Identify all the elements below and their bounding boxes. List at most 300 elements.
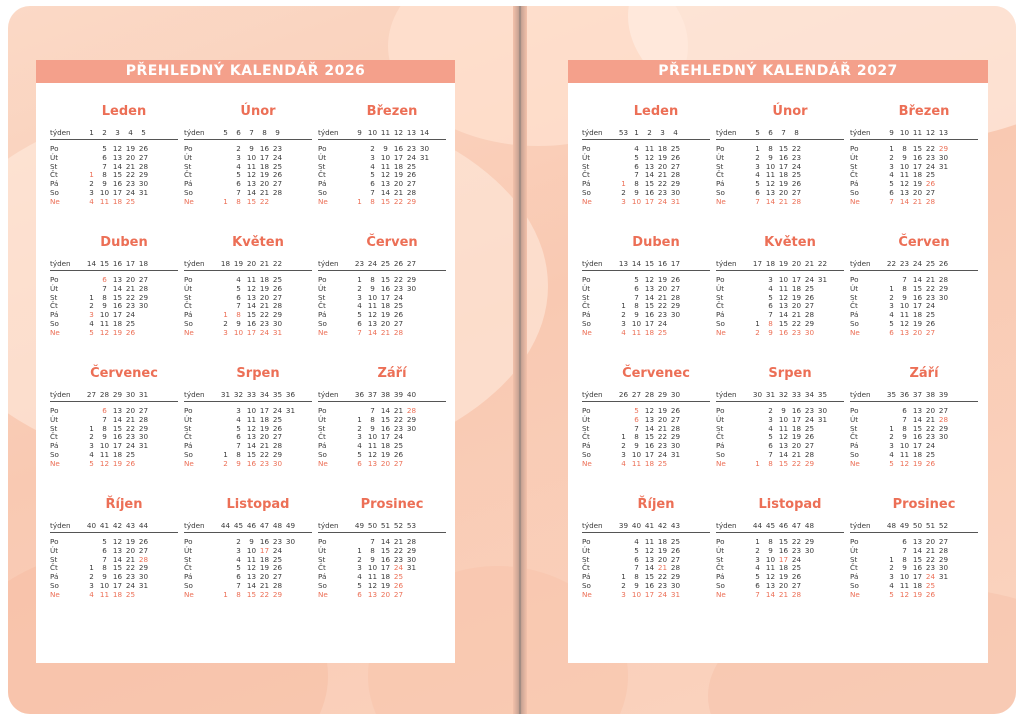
- weekday-label: St: [582, 554, 590, 564]
- week-number: 21: [804, 259, 815, 268]
- day-cell: 4: [357, 572, 362, 582]
- day-cell: 8: [634, 432, 639, 442]
- week-label: týden: [318, 259, 339, 268]
- day-cell: 16: [644, 187, 655, 197]
- day-cell: 2: [889, 152, 894, 162]
- weekday-label: Po: [184, 275, 193, 284]
- day-cell: 31: [419, 152, 430, 162]
- weekday-row: [50, 591, 178, 600]
- day-cell: 21: [259, 441, 270, 451]
- month-name: Červen: [366, 235, 418, 250]
- day-cell: 21: [657, 170, 668, 180]
- week-label: týden: [850, 259, 871, 268]
- week-label: týden: [184, 128, 205, 137]
- day-cell: 31: [670, 449, 681, 459]
- day-cell: 17: [791, 414, 802, 424]
- week-label: týden: [184, 521, 205, 530]
- day-cell: 15: [246, 589, 257, 599]
- day-cell: [669, 329, 682, 338]
- day-cell: 29: [938, 554, 949, 564]
- week-number: 23: [899, 259, 910, 268]
- day-cell: 21: [657, 292, 668, 302]
- week-number: 48: [272, 521, 283, 530]
- day-cell: 10: [380, 152, 391, 162]
- week-number: 6: [768, 128, 773, 137]
- weekday-label: Čt: [50, 170, 58, 180]
- day-grid: [716, 407, 844, 469]
- day-cell: [85, 538, 98, 547]
- day-cell: 19: [912, 318, 923, 328]
- day-cell: 4: [634, 537, 639, 546]
- day-cell: 30: [406, 283, 417, 293]
- day-cell: 1: [357, 545, 362, 555]
- week-number-row: [582, 258, 710, 271]
- day-cell: 22: [925, 283, 936, 293]
- month-block: [716, 234, 844, 338]
- weekday-label: Po: [850, 275, 859, 284]
- day-cell: 2: [889, 563, 894, 573]
- day-cell: 1: [621, 432, 626, 442]
- week-number: 49: [899, 521, 910, 530]
- day-cell: 30: [419, 144, 430, 153]
- day-cell: 16: [644, 441, 655, 451]
- week-number: 33: [791, 390, 802, 399]
- day-cell: 3: [223, 327, 228, 337]
- day-cell: 30: [804, 545, 815, 555]
- day-cell: 29: [406, 196, 417, 206]
- day-cell: 22: [259, 310, 270, 320]
- day-cell: 12: [765, 179, 776, 189]
- day-cell: 25: [670, 144, 681, 153]
- day-cell: 22: [393, 414, 404, 424]
- weekday-label: Po: [318, 537, 327, 546]
- weekday-label: Ne: [582, 589, 592, 599]
- day-cell: 18: [912, 580, 923, 590]
- day-grid: [850, 407, 978, 469]
- day-cell: 29: [938, 283, 949, 293]
- day-cell: 14: [112, 283, 123, 293]
- week-number: 26: [618, 390, 629, 399]
- day-grid: [582, 276, 710, 338]
- day-cell: 19: [657, 406, 668, 415]
- day-cell: 7: [102, 283, 107, 293]
- day-cell: 13: [367, 458, 378, 468]
- day-cell: 10: [899, 161, 910, 171]
- day-cell: 26: [670, 406, 681, 415]
- week-number: 1: [89, 128, 94, 137]
- weekday-label: Ne: [850, 589, 860, 599]
- day-cell: 5: [236, 283, 241, 293]
- weekday-label: Ne: [318, 327, 328, 337]
- month-block: [716, 103, 844, 207]
- day-cell: 20: [125, 545, 136, 555]
- weekday-row: [318, 329, 446, 338]
- day-cell: 11: [899, 449, 910, 459]
- day-cell: 3: [370, 152, 375, 162]
- month-name: Leden: [633, 104, 679, 119]
- day-cell: 2: [621, 187, 626, 197]
- day-cell: 12: [99, 327, 110, 337]
- day-cell: 5: [236, 423, 241, 433]
- day-cell: 30: [138, 301, 149, 311]
- day-cell: 28: [804, 449, 815, 459]
- week-number-row: [184, 258, 312, 271]
- day-cell: 25: [393, 441, 404, 451]
- day-cell: [617, 416, 630, 425]
- week-number: 16: [112, 259, 123, 268]
- day-cell: 3: [236, 406, 241, 415]
- day-cell: 17: [259, 152, 270, 162]
- day-cell: 19: [657, 152, 668, 162]
- weekday-label: St: [50, 423, 58, 433]
- weekday-row: [850, 329, 978, 338]
- weekday-label: So: [582, 318, 591, 328]
- weekday-label: So: [318, 187, 327, 197]
- day-cell: 17: [644, 589, 655, 599]
- day-cell: 14: [778, 449, 789, 459]
- week-number: 4: [673, 128, 678, 137]
- day-cell: 28: [938, 545, 949, 555]
- weekday-label: Po: [50, 144, 59, 153]
- day-cell: 7: [102, 414, 107, 424]
- week-number: 34: [804, 390, 815, 399]
- weekday-label: Pá: [582, 441, 591, 451]
- day-cell: 25: [657, 458, 668, 468]
- day-cell: 1: [755, 458, 760, 468]
- day-cell: 25: [925, 580, 936, 590]
- day-cell: 16: [791, 406, 802, 415]
- day-cell: 23: [791, 327, 802, 337]
- day-cell: 11: [778, 423, 789, 433]
- day-cell: 26: [393, 310, 404, 320]
- day-cell: 4: [889, 449, 894, 459]
- day-cell: 27: [393, 458, 404, 468]
- week-number: 18: [138, 259, 149, 268]
- day-cell: 9: [249, 144, 254, 153]
- day-cell: 7: [236, 301, 241, 311]
- day-cell: 11: [246, 414, 257, 424]
- day-cell: 21: [393, 187, 404, 197]
- weekday-label: St: [184, 292, 192, 302]
- week-number: 22: [272, 259, 283, 268]
- day-cell: 4: [889, 580, 894, 590]
- day-cell: 10: [99, 441, 110, 451]
- day-cell: 22: [393, 275, 404, 284]
- day-cell: 7: [634, 423, 639, 433]
- day-cell: 4: [236, 161, 241, 171]
- week-number-row: [50, 127, 178, 140]
- weekday-label: Pá: [850, 572, 859, 582]
- day-cell: 21: [778, 589, 789, 599]
- day-cell: 26: [272, 283, 283, 293]
- day-cell: 5: [89, 458, 94, 468]
- day-cell: 14: [380, 537, 391, 546]
- day-cell: 10: [99, 580, 110, 590]
- day-cell: 1: [621, 179, 626, 189]
- day-cell: [137, 460, 150, 469]
- weekday-label: Ne: [582, 458, 592, 468]
- day-cell: 24: [925, 161, 936, 171]
- day-cell: 15: [912, 423, 923, 433]
- day-cell: [137, 320, 150, 329]
- weekday-label: St: [582, 161, 590, 171]
- day-cell: 29: [938, 144, 949, 153]
- week-number: 45: [765, 521, 776, 530]
- day-cell: 3: [89, 310, 94, 320]
- week-number: 14: [86, 259, 97, 268]
- week-number-row: [318, 520, 446, 533]
- weekday-label: Po: [50, 537, 59, 546]
- weekday-label: So: [318, 318, 327, 328]
- day-cell: [405, 582, 418, 591]
- day-cell: 11: [99, 196, 110, 206]
- week-label: týden: [716, 128, 737, 137]
- day-cell: 9: [102, 179, 107, 189]
- day-cell: 31: [938, 572, 949, 582]
- day-cell: 6: [768, 301, 773, 311]
- day-cell: 1: [89, 423, 94, 433]
- day-cell: 16: [112, 301, 123, 311]
- day-cell: [85, 145, 98, 154]
- day-cell: 29: [670, 179, 681, 189]
- day-cell: 11: [765, 170, 776, 180]
- day-cell: 29: [670, 572, 681, 582]
- weekday-label: Čt: [850, 301, 858, 311]
- weekday-label: Ne: [318, 196, 328, 206]
- day-cell: 6: [236, 572, 241, 582]
- day-cell: 11: [899, 170, 910, 180]
- day-cell: 3: [621, 449, 626, 459]
- day-cell: 11: [367, 572, 378, 582]
- day-cell: 1: [89, 170, 94, 180]
- day-cell: 2: [755, 152, 760, 162]
- day-grid: [318, 407, 446, 469]
- day-cell: 23: [259, 318, 270, 328]
- day-cell: 5: [357, 449, 362, 459]
- month-name: Prosinec: [360, 497, 424, 512]
- day-cell: 2: [755, 545, 760, 555]
- weekday-label: Čt: [318, 301, 326, 311]
- day-cell: 6: [236, 179, 241, 189]
- week-number: 30: [752, 390, 763, 399]
- day-cell: 27: [138, 545, 149, 555]
- day-cell: 1: [357, 196, 362, 206]
- weekday-label: St: [850, 161, 858, 171]
- day-cell: 22: [925, 423, 936, 433]
- day-cell: [353, 163, 366, 172]
- day-cell: 6: [889, 187, 894, 197]
- day-cell: 22: [925, 554, 936, 564]
- day-cell: 30: [272, 458, 283, 468]
- day-cell: 20: [380, 589, 391, 599]
- weekday-label: Pá: [716, 179, 725, 189]
- day-cell: 5: [357, 580, 362, 590]
- weekday-label: Po: [184, 406, 193, 415]
- weekday-label: Ne: [184, 589, 194, 599]
- day-cell: 23: [657, 580, 668, 590]
- day-cell: 22: [259, 449, 270, 459]
- week-number: 14: [419, 128, 430, 137]
- week-label: týden: [318, 521, 339, 530]
- day-cell: 10: [899, 301, 910, 311]
- weekday-label: Po: [184, 537, 193, 546]
- day-cell: 1: [889, 283, 894, 293]
- day-cell: [284, 573, 297, 582]
- month-name: Srpen: [768, 366, 812, 381]
- day-cell: 23: [791, 545, 802, 555]
- week-number: 47: [259, 521, 270, 530]
- day-cell: 23: [393, 554, 404, 564]
- day-cell: 1: [621, 572, 626, 582]
- day-cell: [816, 460, 829, 469]
- day-cell: 13: [246, 432, 257, 442]
- day-cell: 7: [768, 449, 773, 459]
- day-cell: 6: [102, 406, 107, 415]
- day-cell: 22: [125, 292, 136, 302]
- day-cell: [751, 416, 764, 425]
- day-cell: 1: [89, 292, 94, 302]
- weekday-label: Čt: [50, 563, 58, 573]
- day-cell: 2: [357, 423, 362, 433]
- day-cell: 22: [791, 458, 802, 468]
- week-number: 31: [138, 390, 149, 399]
- day-cell: 30: [285, 537, 296, 546]
- day-cell: 17: [644, 318, 655, 328]
- day-cell: 1: [223, 589, 228, 599]
- day-cell: 21: [925, 414, 936, 424]
- day-cell: 17: [259, 545, 270, 555]
- weekday-label: Ne: [184, 196, 194, 206]
- weekday-label: Čt: [850, 432, 858, 442]
- weekday-label: Pá: [318, 179, 327, 189]
- weekday-row: [50, 198, 178, 207]
- day-cell: 19: [778, 179, 789, 189]
- week-label: týden: [50, 128, 71, 137]
- day-cell: 10: [367, 432, 378, 442]
- weekday-label: Po: [716, 406, 725, 415]
- week-number: 3: [660, 128, 665, 137]
- day-cell: 9: [383, 144, 388, 153]
- day-cell: 25: [925, 170, 936, 180]
- day-cell: 16: [380, 554, 391, 564]
- day-cell: 31: [138, 580, 149, 590]
- weekday-label: Pá: [184, 310, 193, 320]
- weekday-label: So: [850, 449, 859, 459]
- weekday-label: Ne: [850, 458, 860, 468]
- day-cell: 24: [804, 414, 815, 424]
- month-name: Březen: [898, 104, 950, 119]
- day-cell: [937, 189, 950, 198]
- day-cell: 21: [925, 275, 936, 284]
- weekday-row: [716, 591, 844, 600]
- day-cell: 24: [125, 310, 136, 320]
- day-grid: [184, 538, 312, 600]
- week-number: 13: [406, 128, 417, 137]
- day-cell: 3: [755, 554, 760, 564]
- week-number: 45: [233, 521, 244, 530]
- day-cell: 27: [925, 187, 936, 197]
- day-cell: 3: [89, 441, 94, 451]
- day-cell: 16: [259, 144, 270, 153]
- day-cell: 12: [112, 144, 123, 153]
- day-cell: 30: [138, 432, 149, 442]
- day-cell: 20: [259, 572, 270, 582]
- day-cell: 10: [765, 554, 776, 564]
- day-cell: 20: [657, 161, 668, 171]
- day-cell: 23: [406, 144, 417, 153]
- week-label: týden: [50, 390, 71, 399]
- month-block: [318, 365, 446, 469]
- day-cell: 24: [925, 441, 936, 451]
- day-cell: 9: [902, 292, 907, 302]
- day-cell: [937, 180, 950, 189]
- weekday-label: St: [318, 423, 326, 433]
- day-cell: 3: [357, 432, 362, 442]
- day-cell: [219, 425, 232, 434]
- day-cell: 31: [138, 441, 149, 451]
- day-cell: 22: [657, 301, 668, 311]
- day-cell: 28: [670, 170, 681, 180]
- weekday-label: Út: [50, 414, 59, 424]
- day-cell: 11: [899, 580, 910, 590]
- week-label: týden: [850, 390, 871, 399]
- day-grid: [716, 276, 844, 338]
- day-cell: 10: [631, 196, 642, 206]
- day-cell: 6: [634, 283, 639, 293]
- day-cell: 15: [644, 301, 655, 311]
- week-number: 6: [236, 128, 241, 137]
- weekday-label: So: [850, 318, 859, 328]
- day-cell: 4: [755, 563, 760, 573]
- day-cell: 23: [393, 283, 404, 293]
- day-cell: 5: [236, 563, 241, 573]
- weekday-label: Po: [50, 406, 59, 415]
- day-cell: 25: [804, 423, 815, 433]
- day-grid: [50, 276, 178, 338]
- day-cell: 10: [99, 187, 110, 197]
- day-cell: 6: [236, 292, 241, 302]
- week-number: 42: [657, 521, 668, 530]
- day-cell: 20: [657, 414, 668, 424]
- day-cell: 25: [791, 170, 802, 180]
- weekday-label: St: [850, 423, 858, 433]
- day-cell: 12: [765, 572, 776, 582]
- day-cell: 8: [102, 423, 107, 433]
- week-number: 27: [86, 390, 97, 399]
- day-cell: 20: [657, 283, 668, 293]
- week-number: 8: [262, 128, 267, 137]
- weekday-label: Ne: [582, 196, 592, 206]
- month-block: [50, 103, 178, 207]
- week-label: týden: [50, 259, 71, 268]
- day-cell: 18: [380, 441, 391, 451]
- day-cell: 11: [778, 283, 789, 293]
- day-cell: 27: [670, 414, 681, 424]
- day-cell: 4: [89, 196, 94, 206]
- weekday-label: Pá: [50, 572, 59, 582]
- weekday-label: Pá: [582, 310, 591, 320]
- day-cell: 7: [634, 170, 639, 180]
- day-cell: [284, 416, 297, 425]
- day-cell: 30: [670, 441, 681, 451]
- day-cell: 20: [657, 554, 668, 564]
- day-cell: [284, 591, 297, 600]
- week-number: 40: [631, 521, 642, 530]
- day-cell: 23: [393, 423, 404, 433]
- day-cell: 30: [938, 563, 949, 573]
- weekday-row: [850, 460, 978, 469]
- day-cell: 4: [634, 144, 639, 153]
